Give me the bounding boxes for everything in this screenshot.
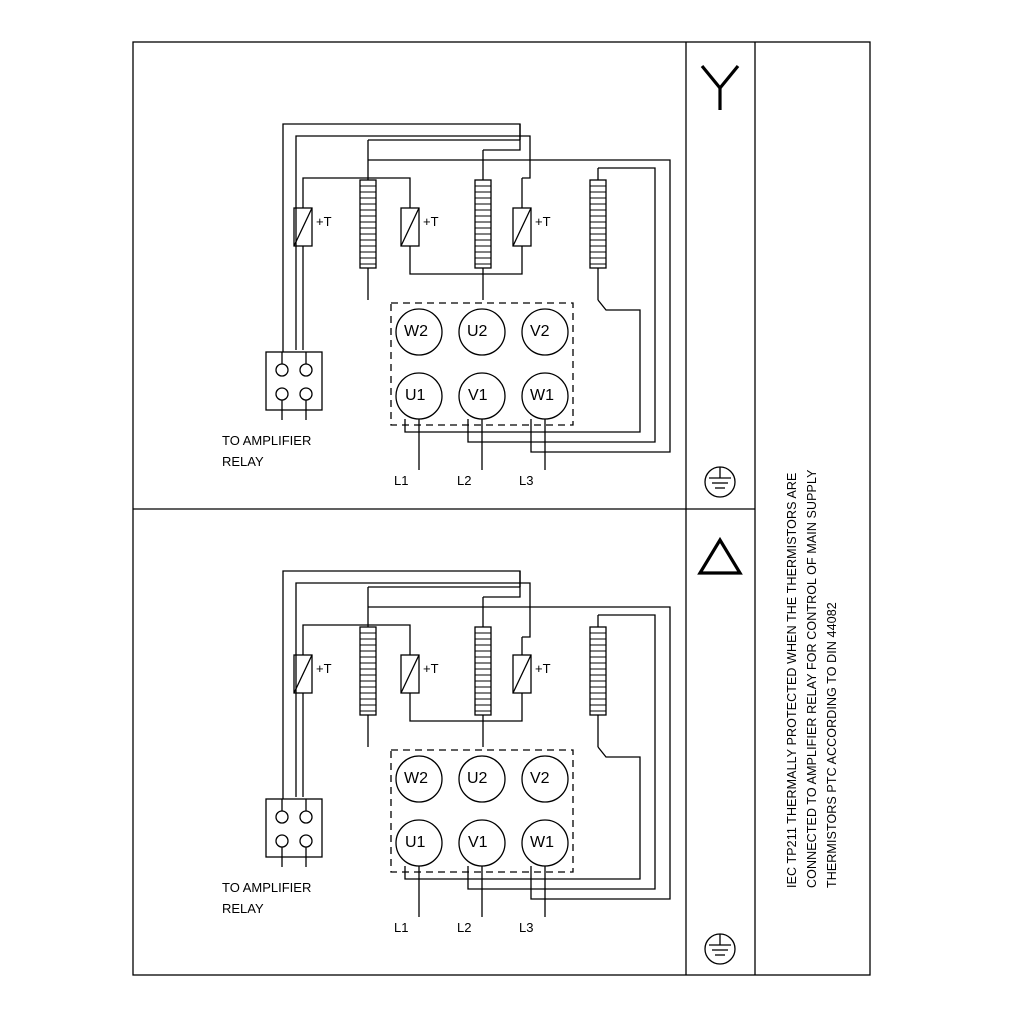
delta-thermistor-label-3: +T xyxy=(535,661,551,676)
star-terminal-label-v2: V2 xyxy=(530,323,550,340)
delta-jumper-2 xyxy=(468,866,655,889)
star-jumper-3 xyxy=(531,419,670,452)
star-line-label-l3: L3 xyxy=(519,473,534,488)
delta-thermistor-label-2: +T xyxy=(423,661,439,676)
star-amplifier-connector xyxy=(266,352,322,420)
delta-amplifier-label-line2: RELAY xyxy=(222,901,264,916)
star-thermistor-link-b xyxy=(410,262,522,274)
delta-amplifier-label-line1: TO AMPLIFIER xyxy=(222,880,312,895)
note-line-3: THERMISTORS PTC ACCORDING TO DIN 44082 xyxy=(825,602,839,888)
star-terminal-label-w1: W1 xyxy=(530,387,554,404)
earth-symbol-delta xyxy=(705,934,735,964)
star-thermistor-label-1: +T xyxy=(316,214,332,229)
delta-thermistor-3 xyxy=(513,637,531,709)
star-winding-1 xyxy=(360,160,376,300)
note-line-2: CONNECTED TO AMPLIFIER RELAY FOR CONTROL OF MAIN SUPPLY xyxy=(805,469,819,888)
star-winding-3 xyxy=(590,168,606,300)
star-winding-2 xyxy=(475,150,491,300)
star-amplifier-label-line1: TO AMPLIFIER xyxy=(222,433,312,448)
star-thermistor-link-a xyxy=(303,178,410,190)
delta-jumper-3 xyxy=(531,866,670,899)
delta-winding-1 xyxy=(360,607,376,747)
star-thermistor-label-3: +T xyxy=(535,214,551,229)
earth-symbol-star xyxy=(705,467,735,497)
star-line-label-l1: L1 xyxy=(394,473,409,488)
star-amplifier-label-line2: RELAY xyxy=(222,454,264,469)
delta-line-label-l3: L3 xyxy=(519,920,534,935)
delta-terminal-label-u2: U2 xyxy=(467,770,488,787)
delta-terminal-label-u1: U1 xyxy=(405,834,426,851)
star-terminal-label-u2: U2 xyxy=(467,323,488,340)
note-line-1: IEC TP211 THERMALLY PROTECTED WHEN THE THERMISTORS ARE xyxy=(785,472,799,888)
delta-thermistor-label-1: +T xyxy=(316,661,332,676)
star-thermistor-2 xyxy=(401,190,419,262)
star-thermistor-3 xyxy=(513,190,531,262)
star-terminal-label-v1: V1 xyxy=(468,387,488,404)
delta-terminal-label-w2: W2 xyxy=(404,770,428,787)
delta-terminal-label-w1: W1 xyxy=(530,834,554,851)
delta-jumper-1b xyxy=(598,747,640,867)
star-line-label-l2: L2 xyxy=(457,473,472,488)
delta-line-label-l2: L2 xyxy=(457,920,472,935)
star-thermistor-1 xyxy=(294,190,312,262)
delta-winding-3 xyxy=(590,615,606,747)
star-jumper-2 xyxy=(468,419,655,442)
star-jumper-1b xyxy=(598,300,640,420)
delta-thermistor-link-a xyxy=(303,625,410,637)
delta-terminal-label-v2: V2 xyxy=(530,770,550,787)
star-terminal-label-w2: W2 xyxy=(404,323,428,340)
star-connection-symbol xyxy=(702,66,738,110)
delta-thermistor-link-b xyxy=(410,709,522,721)
delta-terminal-label-v1: V1 xyxy=(468,834,488,851)
delta-thermistor-1 xyxy=(294,637,312,709)
delta-amplifier-connector xyxy=(266,799,322,867)
delta-line-label-l1: L1 xyxy=(394,920,409,935)
star-terminal-label-u1: U1 xyxy=(405,387,426,404)
delta-thermistor-2 xyxy=(401,637,419,709)
delta-connection-symbol xyxy=(700,540,740,573)
delta-winding-2 xyxy=(475,597,491,747)
star-thermistor-label-2: +T xyxy=(423,214,439,229)
